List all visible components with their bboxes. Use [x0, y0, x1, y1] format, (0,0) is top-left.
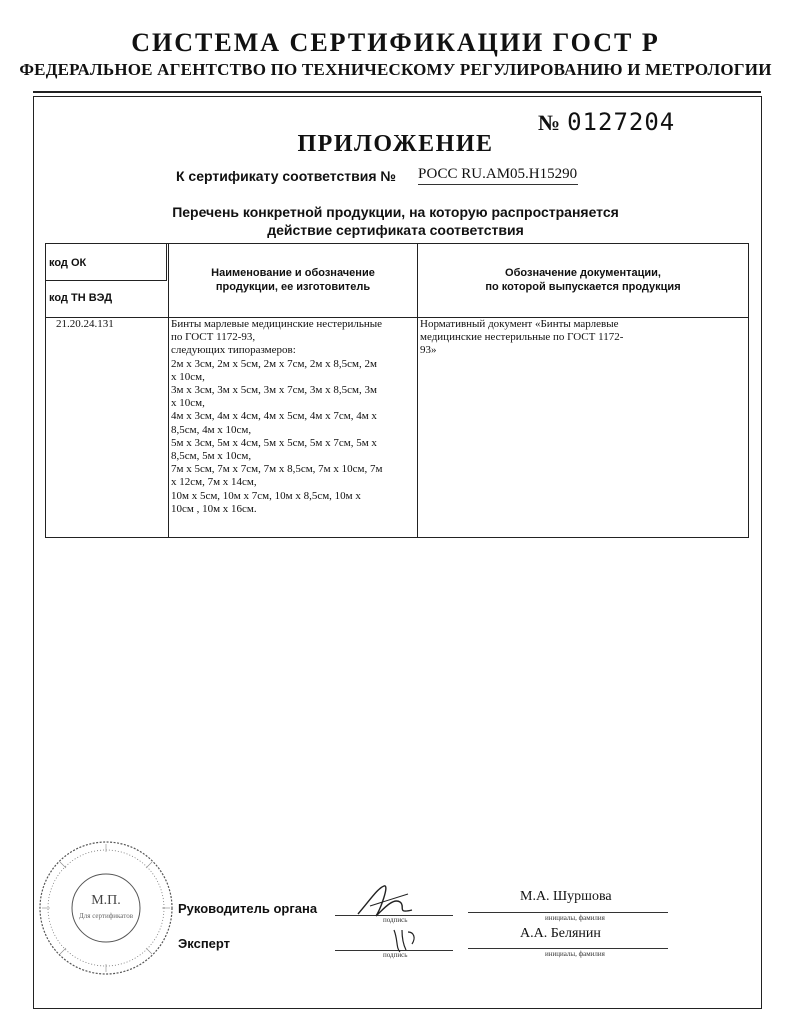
name-header-line2: продукции, ее изготовитель	[215, 280, 371, 293]
expert-name: А.А. Белянин	[520, 926, 601, 941]
name-line: 5м х 3см, 5м х 4см, 5м х 5см, 5м х 7см, 5м х	[171, 436, 377, 449]
doc-header-line2: по которой выпускается продукция	[485, 280, 681, 293]
name-line: Бинты марлевые медицинские нестерильные	[171, 318, 383, 330]
certificate-label: К сертификату соответствия №	[176, 168, 396, 184]
table-header-row	[46, 244, 749, 318]
product-name-cell	[169, 318, 418, 538]
doc-header-line1: Обозначение документации,	[505, 267, 661, 280]
name-line: следующих типоразмеров:	[171, 344, 296, 357]
head-label: Руководитель органа	[178, 901, 318, 916]
list-title-line2: действие сертификата соответствия	[267, 222, 524, 238]
certificate-number-underline	[418, 184, 578, 185]
head-name-line	[468, 912, 668, 913]
agency-subtitle: ФЕДЕРАЛЬНОЕ АГЕНТСТВО ПО ТЕХНИЧЕСКОМУ РЕГУЛИРОВАНИЮ И МЕТРОЛОГИИ	[19, 60, 772, 79]
head-name-caption: инициалы, фамилия	[545, 914, 605, 922]
product-doc-cell	[418, 318, 749, 538]
name-line: х 10см,	[171, 397, 205, 410]
doc-column-header	[418, 244, 749, 318]
name-line: 8,5см, 5м х 10см,	[171, 450, 252, 463]
doc-line: 93»	[420, 344, 437, 357]
code-tnved-label: код ТН ВЭД	[49, 292, 113, 304]
name-column-header	[169, 244, 418, 318]
form-number-value: 0127204	[567, 108, 676, 136]
expert-name-line	[468, 948, 668, 949]
name-line: 2м х 3см, 2м х 5см, 2м х 7см, 2м х 8,5см, 2м	[171, 357, 377, 370]
product-table	[45, 243, 749, 538]
name-line: 7м х 5см, 7м х 7см, 7м х 8,5см, 7м х 10см, 7м	[171, 463, 383, 476]
name-line: 3м х 3см, 3м х 5см, 3м х 7см, 3м х 8,5см, 3м	[171, 384, 377, 397]
code-ok-label: код ОК	[49, 257, 87, 269]
system-title: СИСТЕМА СЕРТИФИКАЦИИ ГОСТ Р	[131, 28, 660, 57]
expert-name-caption: инициалы, фамилия	[545, 950, 605, 958]
name-header-line1: Наименование и обозначение	[211, 267, 375, 280]
stamp-subtext: Для сертификатов	[78, 912, 134, 920]
head-name: М.А. Шуршова	[520, 889, 612, 904]
name-line: 10м х 5см, 10м х 7см, 10м х 8,5см, 10м х	[171, 489, 361, 502]
name-line: 8,5см, 4м х 10см,	[171, 423, 252, 436]
name-line: 4м х 3см, 4м х 4см, 4м х 5см, 4м х 7см, 4м х	[171, 410, 377, 423]
expert-label: Эксперт	[178, 936, 231, 951]
name-line: 10см , 10м х 16см.	[171, 502, 257, 515]
seal-stamp-icon	[36, 838, 176, 978]
doc-line: Нормативный документ «Бинты марлевые	[420, 318, 619, 330]
product-code-cell	[46, 318, 169, 538]
number-sign: №	[538, 110, 562, 135]
list-title-line1: Перечень конкретной продукции, на которую распространяется	[172, 204, 619, 220]
name-line: х 10см,	[171, 370, 205, 383]
product-code: 21.20.24.131	[56, 318, 114, 330]
name-line: по ГОСТ 1172-93,	[171, 331, 256, 344]
expert-signature-caption: подпись	[383, 951, 408, 959]
list-title	[0, 203, 791, 239]
certificate-number: РОСС RU.АМ05.Н15290	[418, 166, 578, 182]
table-row	[46, 318, 749, 538]
codes-header-cell	[46, 244, 169, 318]
stamp-mp: М.П.	[91, 893, 121, 908]
head-signature-caption: подпись	[383, 916, 408, 924]
header-divider	[33, 91, 761, 93]
doc-line: медицинские нестерильные по ГОСТ 1172-	[420, 331, 624, 344]
document-title: ПРИЛОЖЕНИЕ	[297, 131, 494, 157]
name-line: х 12см, 7м х 14см,	[171, 476, 257, 489]
